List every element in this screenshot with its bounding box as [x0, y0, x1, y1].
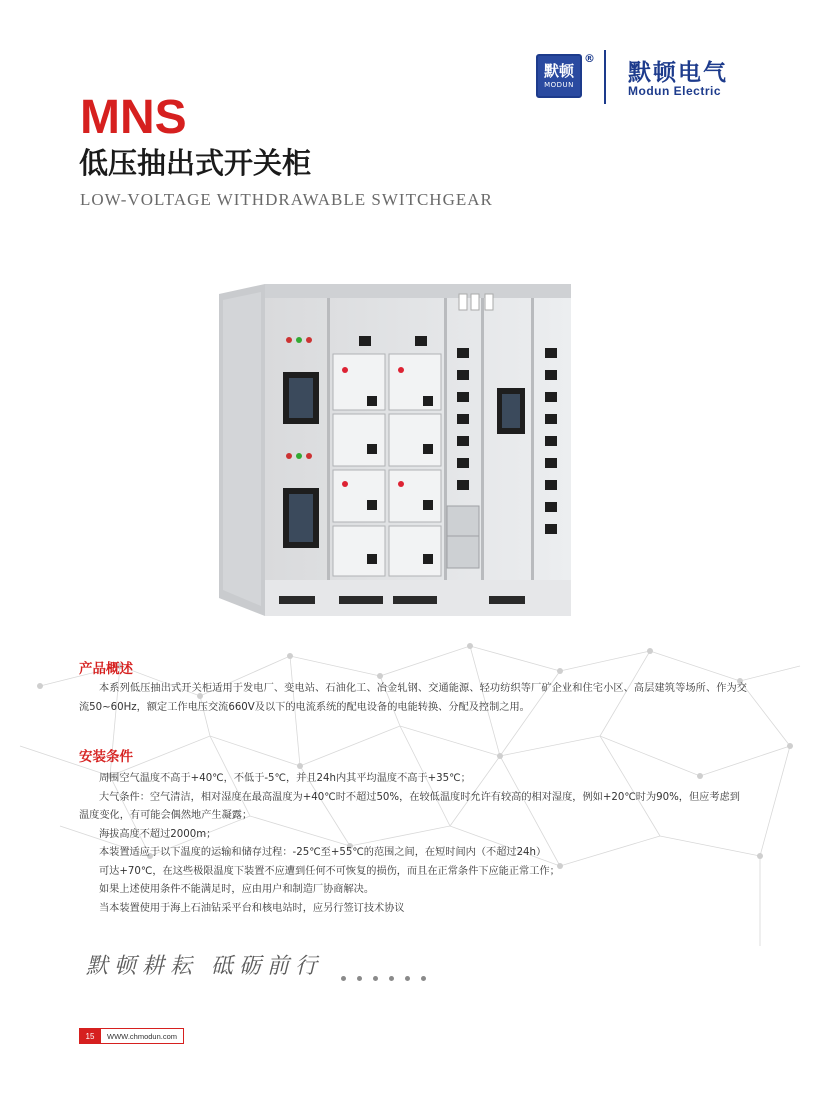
overview-text [79, 680, 747, 717]
install-item: 本装置适应于以下温度的运输和储存过程：-25℃至+55℃的范围之间，在短时间内（不超过24h） [99, 847, 547, 858]
footer [79, 1028, 184, 1044]
install-list [79, 770, 747, 918]
brand-seal [536, 54, 582, 98]
product-title-en: LOW-VOLTAGE WITHDRAWABLE SWITCHGEAR [80, 190, 493, 209]
install-item: 大气条件：空气清洁，相对湿度在最高温度为+40℃时不超过50%，在较低温度时允许有较高的相对湿度，例如+20℃时为90%，但应考虑到温度变化，有可能会偶然地产生凝露； [79, 791, 740, 821]
install-item: 周围空气温度不高于+40℃，不低于-5℃，并且24h内其平均温度不高于+35℃； [99, 773, 471, 784]
website-link[interactable]: WWW.chmodun.com [101, 1028, 184, 1044]
brand-name-en: Modun Electric [628, 84, 722, 98]
overview-heading: 产品概述 [79, 661, 133, 677]
install-item: 如果上述使用条件不能满足时，应由用户和制造厂协商解决。 [99, 884, 375, 895]
brand-logo [532, 50, 772, 106]
registered-mark: ® [584, 52, 595, 65]
install-heading: 安装条件 [79, 749, 133, 765]
product-model: MNS [80, 91, 187, 144]
install-item: 海拔高度不超过2000m； [99, 828, 217, 840]
slogan: 默顿耕耘 砥砺前行 [86, 954, 323, 979]
product-title-cn: 低压抽出式开关柜 [79, 146, 312, 180]
page-number: 15 [79, 1028, 101, 1044]
switchgear-image [219, 284, 571, 616]
brand-name-cn: 默顿电气 [628, 60, 728, 86]
seal-text: 默顿 [543, 62, 574, 80]
logo-divider [604, 50, 606, 104]
install-item: 可达+70℃，在这些极限温度下装置不应遭到任何不可恢复的损伤，而且在正常条件下应能正常工作； [99, 865, 560, 877]
seal-subtext: MODUN [544, 81, 574, 89]
slogan-dots [341, 966, 437, 985]
overview-paragraph: 本系列低压抽出式开关柜适用于发电厂、变电站、石油化工、冶金轧钢、交通能源、轻功纺织等厂矿企业和住宅小区、高层建筑等场所、作为交流50~60Hz，额定工作电压交流660V及以下的电流系统的配电设备的电能转换、分配及控制之用。 [79, 683, 747, 713]
install-item: 当本装置使用于海上石油钻采平台和核电站时，应另行签订技术协议 [99, 902, 405, 914]
